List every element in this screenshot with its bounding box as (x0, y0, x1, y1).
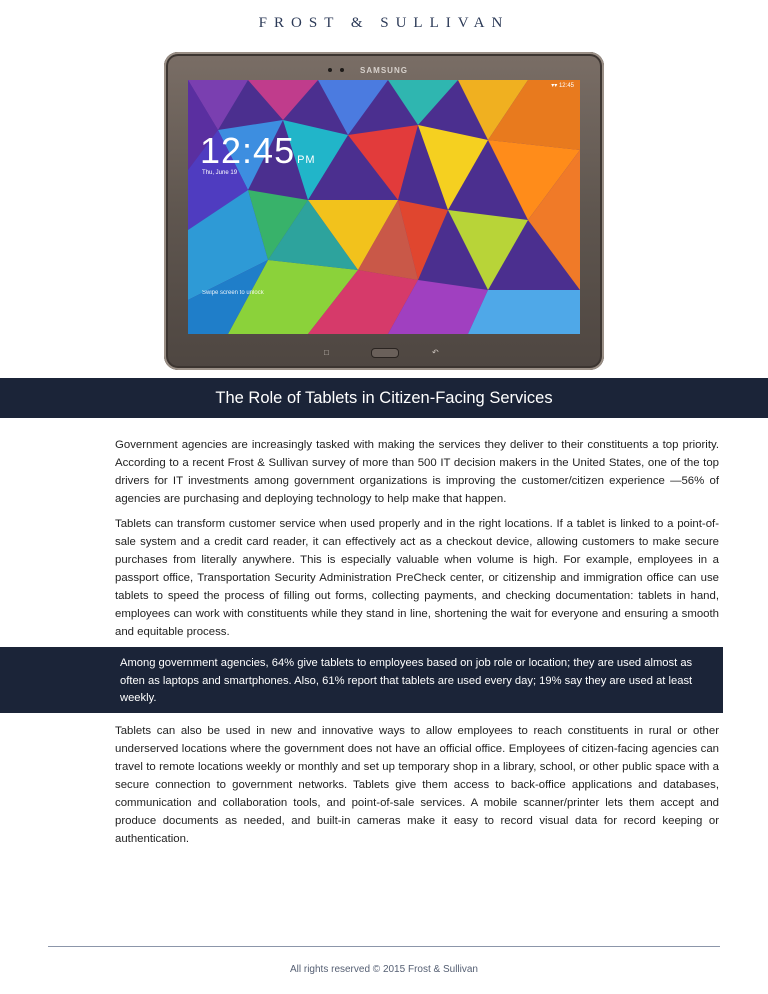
tablet-screen (188, 80, 580, 334)
footer-copyright: All rights reserved © 2015 Frost & Sullivan (289, 964, 478, 975)
section-title: The Role of Tablets in Citizen-Facing Services (0, 378, 768, 418)
paragraph-customer-service: Tablets can transform customer service when used properly and in the right locations. If a tablet is linked to a point-of-sale system and a credit card reader, it can effectively act as a checkout device, allowing customers to make secure purchases from literally anywhere. This is especially valuable when volume is high. For example, employees in a passport office, Transportation Security Administration PreCheck center, or citizenship and immigration office can use tablets to speed the process of filling out forms, collecting payments, and checking documentation: tablets in hand, employees can work with constituents while they stand in line, shortening the wait for everyone and ensuring a smooth and equitable process. (115, 518, 719, 638)
paragraph-intro: Government agencies are increasingly tasked with making the services they deliver to their constituents a top priority. According to a recent Frost & Sullivan survey of more than 500 IT decision makers in the United States, one of the top drivers for IT investments among government organizations is improving the customer/citizen experience —56% of agencies are purchasing and deploying technology to help make that happen. (115, 439, 719, 505)
clock-ampm: PM (297, 154, 316, 166)
back-icon: ↶ (432, 348, 439, 357)
callout-text: Among government agencies, 64% give tablets to employees based on job role or location; they are used almost as often as laptops and smartphones. Also, 61% report that tablets are used every day; 19% say they are used at least weekly. (120, 657, 693, 704)
clock-time: 12:45 (200, 130, 296, 171)
device-brand: SAMSUNG (360, 66, 408, 75)
home-button (371, 348, 399, 358)
callout-box (0, 647, 723, 713)
status-bar: ▾▾ 12:45 (551, 83, 574, 89)
footer-divider (48, 946, 720, 947)
brand-header: FROST & SULLIVAN (258, 15, 510, 31)
tablet-image (164, 52, 604, 370)
unlock-hint: Swipe screen to unlock (202, 290, 264, 296)
paragraph-remote-locations: Tablets can also be used in new and innovative ways to allow employees to reach constituents in rural or other underserved locations where the government does not have an official office. Employees of citizen-facing agencies can travel to remote locations weekly or monthly and set up temporary shop in a library, school, or other public space with a secure connection to government networks. Tablets give them access to back-office applications and databases, communication and collaboration tools, and point-of-sale services. A mobile scanner/printer lets them accept and produce documents as needed, and built-in cameras make it easy to record visual data for record keeping or authentication. (115, 725, 719, 845)
lock-screen-date: Thu, June 19 (202, 170, 238, 176)
recent-apps-icon: □ (324, 348, 329, 357)
lock-screen-clock (200, 130, 316, 172)
